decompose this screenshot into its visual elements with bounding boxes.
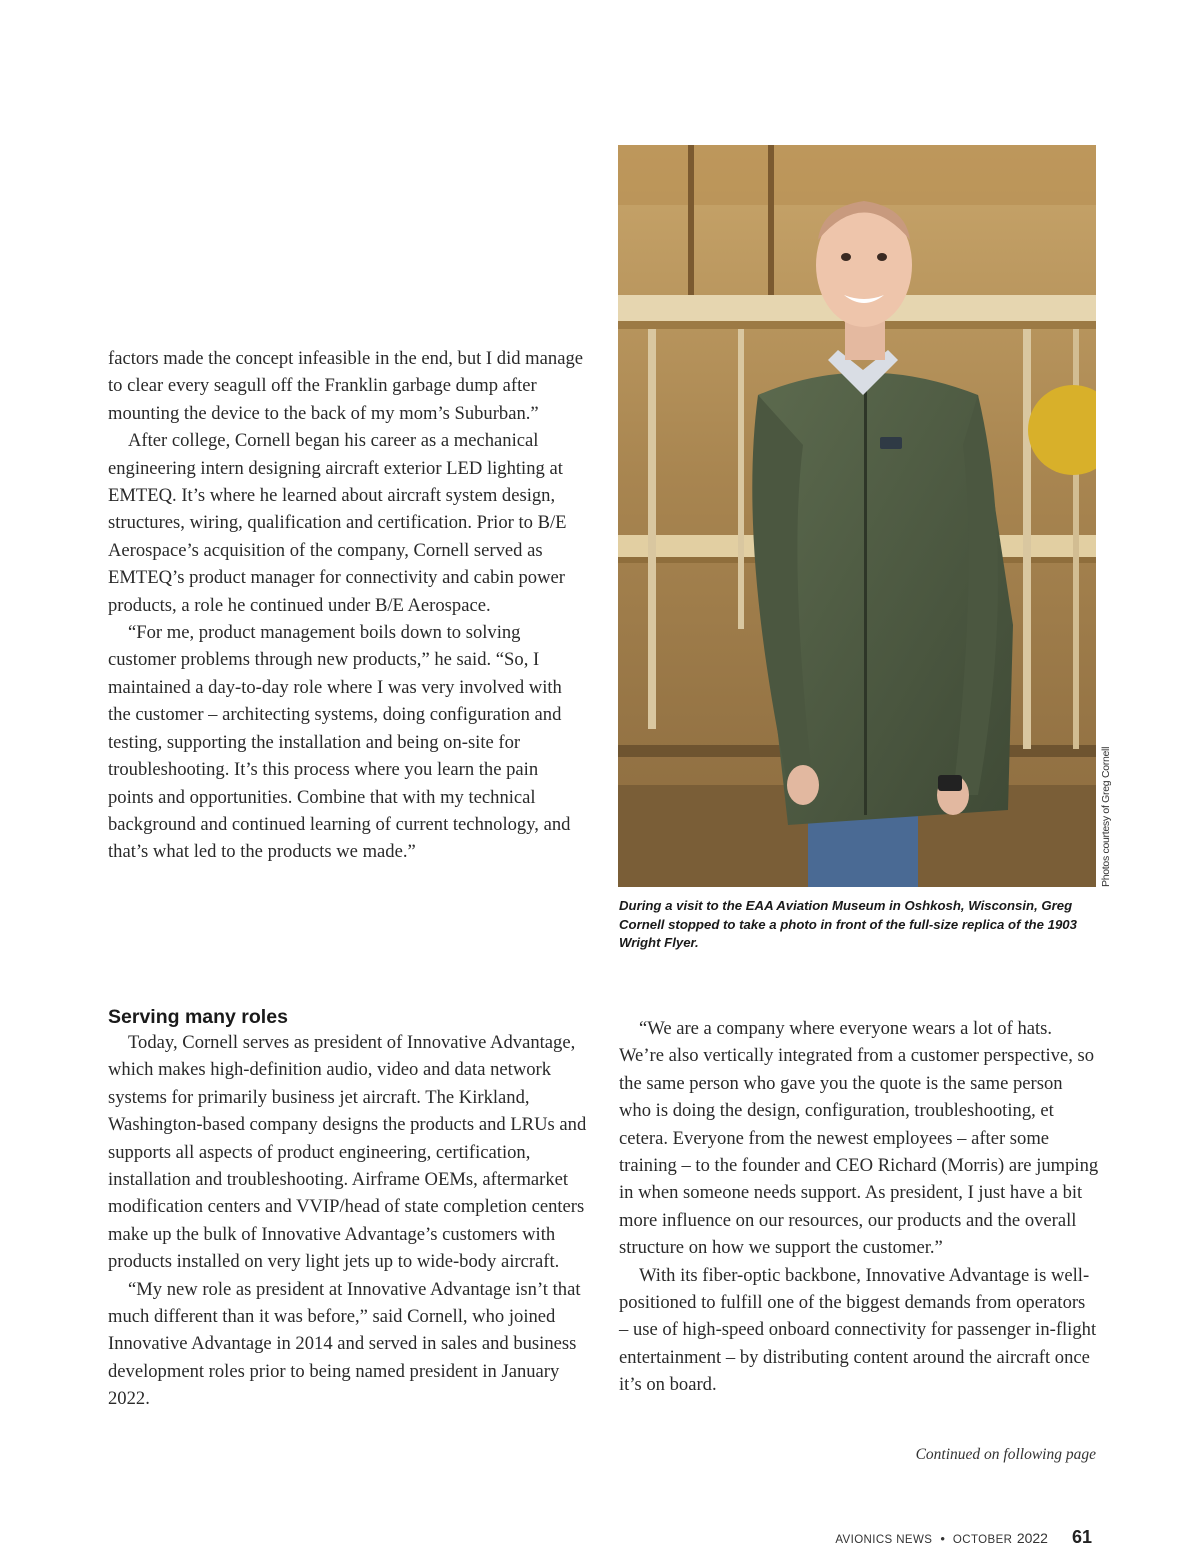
article-photo xyxy=(618,145,1096,887)
photo-caption: During a visit to the EAA Aviation Museum in Oshkosh, Wisconsin, Greg Cornell stopped to take a photo in front of the full-size replica of the 1903 Wright Flyer. xyxy=(619,898,1077,950)
continued-note: Continued on following page xyxy=(915,1446,1096,1463)
footer-separator: • xyxy=(940,1531,945,1546)
photo-credit: Photos courtesy of Greg Cornell xyxy=(1100,746,1112,887)
paragraph: factors made the concept infeasible in the end, but I did manage to clear every seagull off the Franklin garbage dump after mounting the device to the back of my mom’s Suburban.” xyxy=(108,348,583,424)
paragraph: After college, Cornell began his career as a mechanical engineering intern designing aircraft exterior LED lighting at EMTEQ. It’s where he learned about aircraft system design, structures, wiring, qualification and certification. Prior to B/E Aerospace’s acquisition of the company, Cornell served as EMTEQ’s product manager for connectivity and cabin power products, a role he continued under B/E Aerospace. xyxy=(108,430,567,616)
page-footer xyxy=(700,1527,1092,1548)
paragraph: “For me, product management boils down to solving customer problems through new products,” he said. “So, I maintained a day-to-day role where I was very involved with the customer – architecting systems, doing configuration and testing, supporting the installation and being on-site for troubleshooting. It’s this process where you learn the pain points and opportunities. Combine that with my technical background and continued learning of current technology, and that’s what led to the products we made.” xyxy=(108,622,571,863)
paragraph: Today, Cornell serves as president of Innovative Advantage, which makes high-definition audio, video and data network systems for primarily business jet aircraft. The Kirkland, Washington-based company designs the products and LRUs and supports all aspects of product engineering, certification, installation and troubleshooting. Airframe OEMs, aftermarket modification centers and VVIP/head of state completion centers make up the bulk of Innovative Advantage’s customers with products installed on very light jets up to wide-body aircraft. xyxy=(108,1032,587,1273)
paragraph: With its fiber-optic backbone, Innovative Advantage is well-positioned to fulfill one of the biggest demands from operators – use of high-speed onboard connectivity for passenger in-flight entertainment – by distributing content around the aircraft once it’s on board. xyxy=(619,1264,1097,1396)
issue-month: OCTOBER xyxy=(952,1534,1013,1546)
right-column-bottom xyxy=(619,1015,1099,1399)
left-column-top xyxy=(108,345,588,866)
issue-year: 2022 xyxy=(1016,1530,1048,1546)
paragraph: “My new role as president at Innovative Advantage isn’t that much different than it was before,” said Cornell, who joined Innovative Advantage in 2014 and served in sales and business development roles prior to being named president in January 2022. xyxy=(108,1278,581,1410)
paragraph: “We are a company where everyone wears a lot of hats. We’re also vertically integrated from a customer perspective, so the same person who gave you the quote is the same person who is doing the design, configuration, troubleshooting, et cetera. Everyone from the newest employees – after some training – to the founder and CEO Richard (Morris) are jumping in when someone needs support. As president, I just have a bit more influence on our resources, our products and the overall structure on how we support the customer.” xyxy=(619,1018,1099,1259)
section-heading: Serving many roles xyxy=(108,1006,288,1028)
publication-name: AVIONICS NEWS xyxy=(835,1534,933,1546)
left-column-bottom xyxy=(108,1005,588,1413)
photo-illustration xyxy=(618,145,1096,887)
page-number: 61 xyxy=(1071,1527,1092,1547)
